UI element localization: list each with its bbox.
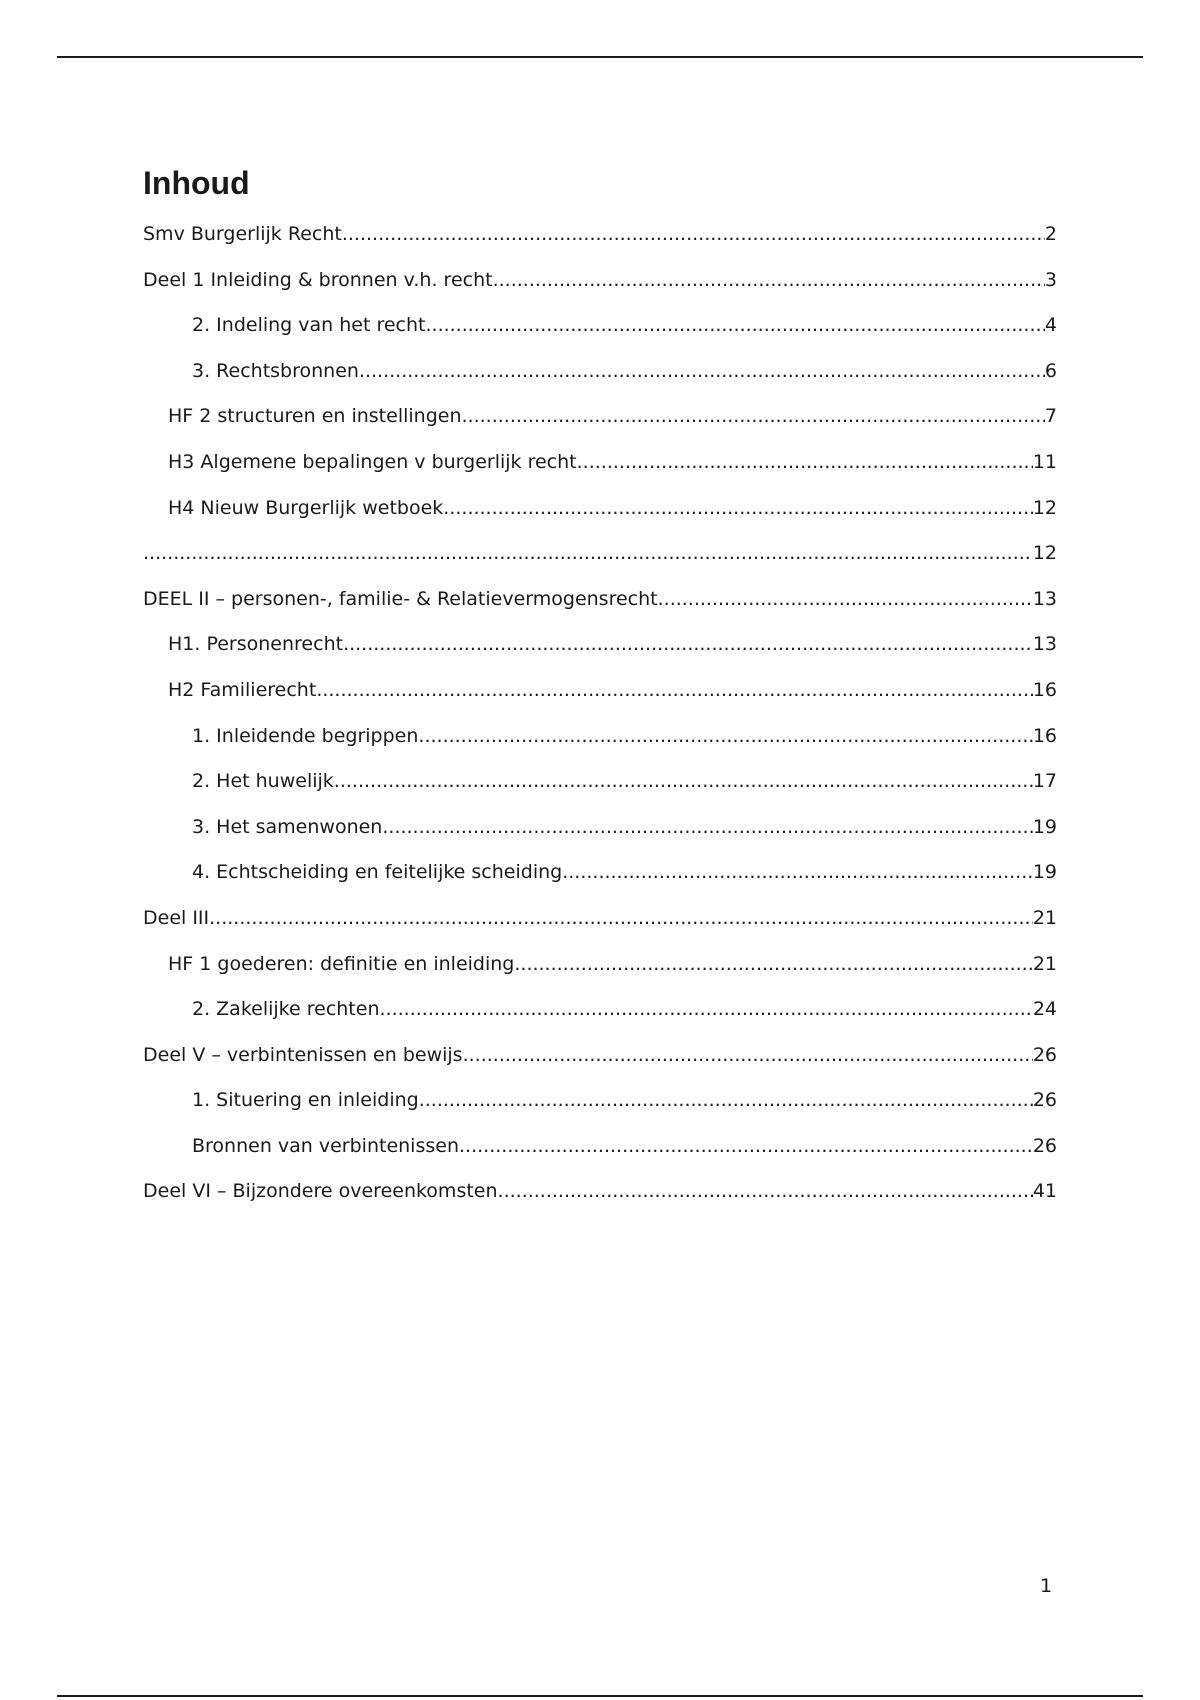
toc-entry-page: 26 [1032,1089,1057,1112]
toc-entry[interactable] [143,997,1057,1043]
toc-entry-page: 21 [1032,906,1057,929]
toc-dot-leader [443,496,1033,520]
toc-entry[interactable] [143,268,1057,314]
toc-dot-leader [334,769,1033,793]
toc-entry-label: HF 2 structuren en instellingen [168,405,462,428]
toc-entry-page: 21 [1032,952,1057,975]
toc-entry-page: 13 [1032,587,1057,610]
toc-entry-page: 11 [1032,450,1057,473]
toc-dot-leader [658,587,1033,611]
toc-entry-page: 7 [1044,405,1057,428]
toc-entry-page: 19 [1032,861,1057,884]
toc-entry[interactable] [143,450,1057,496]
toc-dot-leader [498,1179,1033,1203]
toc-entry-page: 41 [1032,1180,1057,1203]
toc-dot-leader [380,997,1033,1021]
toc-entry-label: 2. Zakelijke rechten [192,998,380,1021]
toc-dot-leader [143,541,1033,565]
toc-entry[interactable] [143,587,1057,633]
toc-entry-label: 2. Indeling van het recht [192,314,426,337]
toc-entry[interactable] [143,632,1057,678]
toc-dot-leader [316,678,1033,702]
header-rule [57,56,1143,58]
toc-entry[interactable] [143,1134,1057,1180]
toc-entry[interactable] [143,952,1057,998]
toc-entry[interactable] [143,769,1057,815]
toc-dot-leader [459,1134,1033,1158]
toc-entry-label: 1. Situering en inleiding [192,1089,419,1112]
toc-title: Inhoud [143,165,250,201]
toc-entry-page: 26 [1032,1043,1057,1066]
toc-entry-label: HF 1 goederen: definitie en inleiding [168,952,515,975]
toc-dot-leader [425,313,1044,337]
toc-entry[interactable] [143,1088,1057,1134]
toc-entry[interactable] [143,359,1057,405]
toc-dot-leader [382,815,1032,839]
toc-entry[interactable] [143,1179,1057,1225]
toc-entry-label: 2. Het huwelijk [192,770,334,793]
toc-entry[interactable] [143,1043,1057,1089]
toc-entry-label: H3 Algemene bepalingen v burgerlijk recht [168,450,577,473]
toc-entry-label: 4. Echtscheiding en feitelijke scheiding [192,861,563,884]
toc-entry[interactable] [143,678,1057,724]
toc-dot-leader [463,1043,1033,1067]
toc-entry[interactable] [143,404,1057,450]
toc-dot-leader [343,632,1033,656]
toc-dot-leader [418,724,1032,748]
toc-entry-page: 13 [1032,633,1057,656]
toc-entry-page: 3 [1044,268,1057,291]
toc-entry[interactable] [143,222,1057,268]
toc-dot-leader [462,404,1045,428]
toc-dot-leader [493,268,1045,292]
toc-dot-leader [342,222,1045,246]
toc-dot-leader [514,952,1032,976]
footer-rule [57,1695,1143,1697]
toc-dot-leader [577,450,1033,474]
toc-entry[interactable] [143,860,1057,906]
page-number: 1 [1040,1575,1053,1597]
toc-entry[interactable] [143,815,1057,861]
toc-dot-leader [419,1088,1033,1112]
toc-entry[interactable] [143,313,1057,359]
toc-entry-page: 16 [1032,678,1057,701]
toc-entry-label: Deel V – verbintenissen en bewijs [143,1043,463,1066]
toc-entry-page: 17 [1032,770,1057,793]
toc-entry-page: 19 [1032,815,1057,838]
toc-entry-label: Deel 1 Inleiding & bronnen v.h. recht [143,268,493,291]
toc-entry[interactable] [143,541,1057,587]
toc-entry-page: 24 [1032,998,1057,1021]
toc-entry-page: 12 [1032,542,1057,565]
toc-entry-label: Deel III [143,906,210,929]
toc-entry-label: 1. Inleidende begrippen [192,724,419,747]
toc-entry-label: 3. Het samenwonen [192,815,383,838]
toc-entry-label: H1. Personenrecht [168,633,344,656]
toc-dot-leader [562,860,1033,884]
toc-entry-label: DEEL II – personen-, familie- & Relatievermogensrecht [143,587,658,610]
toc-entry-label: Deel VI – Bijzondere overeenkomsten [143,1180,498,1203]
toc-entry-label: 3. Rechtsbronnen [192,359,359,382]
toc-entry-label: Smv Burgerlijk Recht [143,223,342,245]
toc-entry-label: H2 Familierecht [168,678,317,701]
toc-dot-leader [209,906,1033,930]
toc-entry[interactable] [143,906,1057,952]
toc-entry-page: 6 [1044,359,1057,382]
toc-entry-page: 2 [1044,223,1057,245]
toc-entry-page: 12 [1032,496,1057,519]
toc-entry[interactable] [143,724,1057,770]
toc-entry-label: Bronnen van verbintenissen [192,1134,459,1157]
toc-entry-page: 16 [1032,724,1057,747]
toc-entry[interactable] [143,496,1057,542]
toc-entry-page: 4 [1044,314,1057,337]
toc-dot-leader [359,359,1045,383]
toc-entry-page: 26 [1032,1134,1057,1157]
table-of-contents [143,222,1057,1225]
toc-entry-label: H4 Nieuw Burgerlijk wetboek [168,496,444,519]
